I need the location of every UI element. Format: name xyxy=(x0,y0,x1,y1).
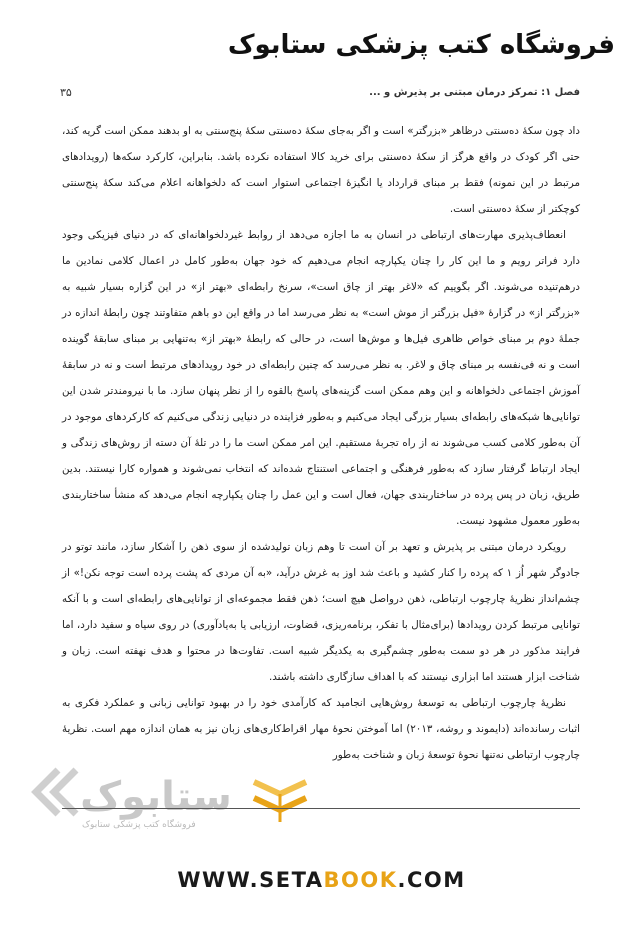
watermark-subtext: فروشگاه کتب پزشکی ستابوک xyxy=(82,820,196,830)
page-number: ۳۵ xyxy=(60,85,72,99)
chapter-title: فصل ۱: تمرکز درمان مبتنی بر پذیرش و ... xyxy=(369,86,580,98)
site-url-part1: WWW.SETA xyxy=(177,868,324,892)
footer-divider xyxy=(62,808,580,809)
site-url-part3: .COM xyxy=(397,868,466,892)
paragraph-2: انعطاف‌پذیری مهارت‌های ارتباطی در انسان به ما اجازه می‌دهد از روابط غیردلخواهانه‌ای که در دنیای فیزیکی وجود دارد فراتر رویم و ما این کار را چنان یکپارچه انجام می‌دهیم که خود جهان به‌طور کامل در اعمال کلامی نمادین ما درهم‌تنیده می‌شوند. اگر بگوییم که «لاغر بهتر از چاق است»، سرنخ رابطه‌ای «بهتر از» در این گزاره بسیار شبیه به «بزرگتر از» در گزارهٔ «فیل بزرگتر از موش است» به نظر می‌رسد اما در واقع این دو باهم متفاوتند چون رابطهٔ اندازه در جملهٔ دوم بر مبنای خواص ظاهری فیل‌ها و موش‌ها است، در حالی که رابطهٔ «بهتر از» به‌تنهایی بر مبنای سابقهٔ گوینده است و نه فی‌نفسه بر مبنای چاق و لاغر. به نظر می‌رسد که چنین رابطه‌ای در خود رویدادهای مرتبط است و نه در سابقهٔ آموزش اجتماعی دلخواهانه و این وهم ممکن است گزینه‌های پاسخ بالقوه را از نظر پنهان سازد. ما با نیرومندتر شدن این توانایی‌ها شبکه‌های رابطه‌ای بسیار بزرگی ایجاد می‌کنیم و به‌طور فزاینده در دنیایی زندگی می‌کنیم که کارکردهای موجود در آن به‌طور کلامی کسب می‌شوند نه از راه تجربهٔ مستقیم. این امر ممکن است ما را در تلهٔ آن دسته از روش‌های زندگی و ایجاد ارتباط گرفتار سازد که به‌طور فرهنگی و اجتماعی استنتاج شده‌اند که انتخاب نمی‌شوند و همواره کارا نیستند. بدین طریق، زبان در پس پرده در ساختاربندی جهان، فعال است و این عمل را چنان یکپارچه انجام می‌دهد که منشأ ساختاربندی به‌طور معمول مشهود نیست. xyxy=(62,229,580,527)
paragraph-3: رویکرد درمان مبتنی بر پذیرش و تعهد بر آن است تا وهم زبان تولیدشده از سوی ذهن را آشکار سازد، مانند توتو در جادوگر شهر اُز ۱ که پرده را کنار کشید و باعث شد اوز به غرش درآید، «به آن مردی که پشت پرده است توجه نکن!» از چشم‌انداز نظریهٔ چارچوب ارتباطی، ذهن درواصل هیچ است؛ ذهن فقط مجموعه‌ای از توانایی‌های رابطه‌ای است و با آنکه توانایی مرتبط کردن رویدادها (برای‌مثال با تفکر، برنامه‌ریزی، قضاوت، ارزیابی یا به‌یادآوری) در روی سیاه و سفید دارد، اما فرایند مذکور در هر دو سمت به‌طور چشم‌گیری به یکدیگر شبیه است. تفاوت‌ها در محتوا و هدف نهفته است. زبان و شناخت ابزار هستند اما ابزاری نیستند که با اهداف سازگاری داشته باشند. xyxy=(62,541,580,683)
watermark-logo-text: ستابوک xyxy=(80,774,232,820)
book-stack-icon xyxy=(250,774,310,824)
paragraph-1: داد چون سکهٔ ده‌سنتی درظاهر «بزرگتر» است و اگر به‌جای سکهٔ ده‌سنتی سکهٔ پنج‌سنتی به او بدهند ممکن است گریه کند، حتی اگر کودک در واقع هرگز از سکهٔ ده‌سنتی برای خرید کالا استفاده نکرده باشد. بنابراین، کارکرد سکه‌ها (رویدادهای مرتبط در این نمونه) فقط بر مبنای قرارداد یا انگیزهٔ اجتماعی استوار است که دلخواهانه اعلام می‌کند سکهٔ پنج‌سنتی کوچکتر از سکهٔ ده‌سنتی است. xyxy=(62,125,580,215)
running-header xyxy=(60,82,580,102)
store-title: فروشگاه کتب پزشکی ستابوک xyxy=(227,30,615,60)
watermark xyxy=(28,760,328,850)
body-text xyxy=(62,118,580,768)
paragraph-4: نظریهٔ چارچوب ارتباطی به توسعهٔ روش‌هایی انجامید که کارآمدی خود را در بهبود توانایی زبانی و عملکرد فکری به اثبات رسانده‌اند (دایموند و روشه، ۲۰۱۳) اما آموختن نحوهٔ مهار اقراط‌کاری‌های زبان نیز به همان اندازه مهم است. نظریهٔ چارچوب ارتباطی نه‌تنها نحوهٔ توسعهٔ زبان و شناخت به‌طور xyxy=(62,697,581,761)
site-url-part2: BOOK xyxy=(323,868,398,892)
site-url[interactable] xyxy=(0,868,643,892)
